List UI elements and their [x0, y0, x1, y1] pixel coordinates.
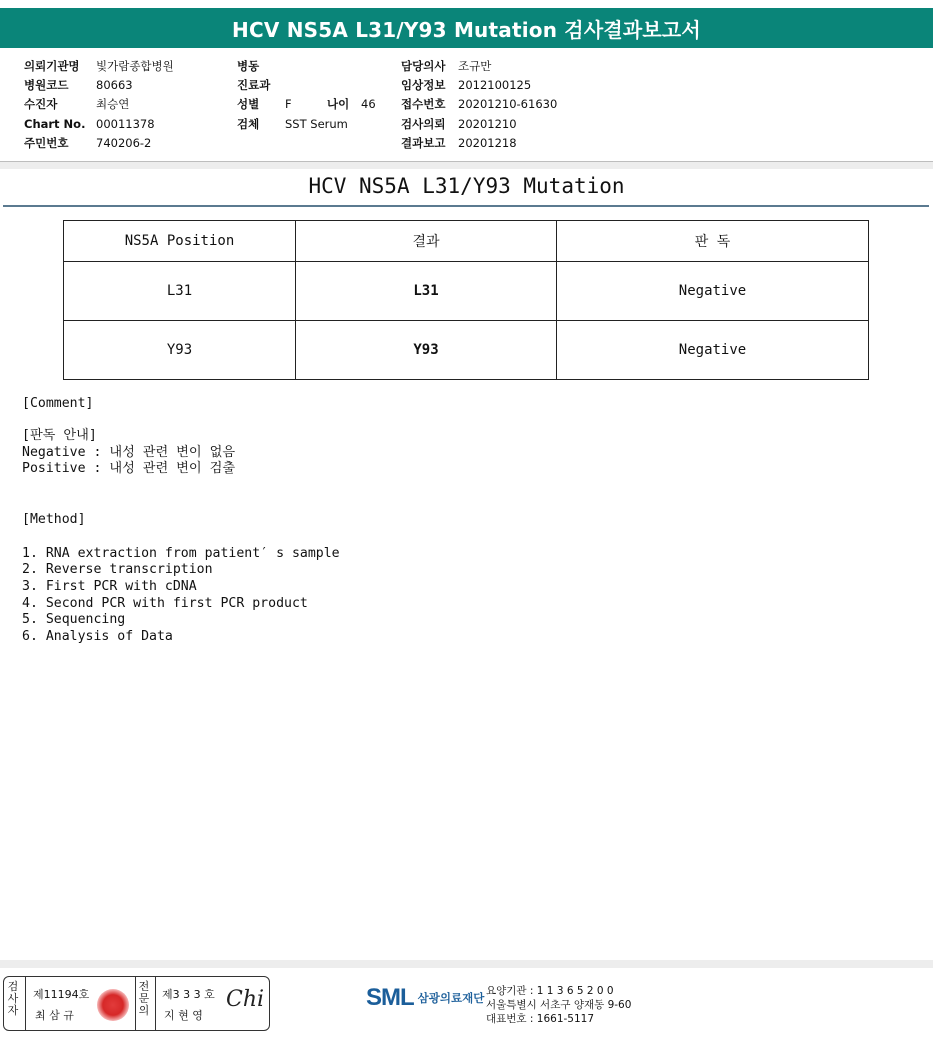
result-cell: Y93 [296, 321, 557, 380]
patient-info-col2 [237, 56, 376, 133]
info-value: 740206-2 [96, 135, 152, 150]
signature-image: Chi [226, 987, 265, 1012]
info-value: 00011378 [96, 116, 155, 131]
position-cell: L31 [64, 262, 296, 321]
info-label: 담당의사 [401, 58, 446, 73]
info-value: 빛가람종합병원 [96, 58, 174, 73]
table-row [64, 321, 869, 380]
test-title-underline [3, 205, 929, 207]
method-step: 6. Analysis of Data [22, 629, 173, 644]
inspector-label [7, 981, 21, 1017]
divider-line [135, 977, 136, 1030]
org-address: 서울특별시 서초구 양재동 9-60 [486, 999, 632, 1011]
info-label: 병원코드 [24, 77, 69, 92]
result-table [63, 220, 869, 380]
info-label: 의뢰기관명 [24, 58, 80, 73]
specialist-license: 제3 3 3 호 [162, 988, 215, 1001]
sml-logo-icon: SML [366, 984, 414, 1011]
interpretation-cell: Negative [557, 262, 869, 321]
info-value: 20201210 [458, 116, 517, 131]
sex-label: 성별 [237, 97, 260, 112]
info-value: 20201210-61630 [458, 97, 558, 112]
info-label: 접수번호 [401, 97, 446, 112]
patient-info-col1 [24, 56, 174, 152]
inspector-name: 최 삼 규 [35, 1009, 74, 1022]
method-step: 5. Sequencing [22, 612, 126, 627]
info-label: Chart No. [24, 116, 86, 131]
org-phone: 대표번호 : 1661-5117 [486, 1013, 595, 1025]
inspector-label-text: 검사자 [7, 980, 19, 1017]
report-title: HCV NS5A L31/Y93 Mutation 검사결과보고서 [232, 17, 701, 42]
patient-info-col3 [401, 56, 557, 152]
info-value: 80663 [96, 77, 133, 92]
method-step: 1. RNA extraction from patient′ s sample [22, 546, 340, 561]
inspector-license: 제11194호 [33, 988, 90, 1001]
info-label: 임상정보 [401, 77, 446, 92]
age-value: 46 [361, 97, 376, 112]
method-step: 4. Second PCR with first PCR product [22, 596, 308, 611]
info-label: 주민번호 [24, 135, 69, 150]
test-title: HCV NS5A L31/Y93 Mutation [308, 174, 625, 198]
age-label: 나이 [327, 97, 350, 112]
info-label: 검사의뢰 [401, 116, 446, 131]
specialist-name: 지 현 영 [164, 1009, 203, 1022]
patient-info [0, 56, 933, 156]
position-cell: Y93 [64, 321, 296, 380]
table-header-row [64, 221, 869, 262]
method-step: 2. Reverse transcription [22, 562, 213, 577]
report-title-bar [0, 8, 933, 48]
org-code: 요양기관 : 1 1 3 6 5 2 0 0 [486, 985, 614, 997]
sex-value: F [285, 97, 292, 112]
info-label: 수진자 [24, 97, 58, 112]
info-value: 20201218 [458, 135, 517, 150]
info-value: 최승연 [96, 97, 130, 112]
info-value: 조규만 [458, 58, 492, 73]
signature-box [3, 976, 270, 1031]
footer-band [0, 960, 933, 968]
guide-line-negative: Negative : 내성 관련 변이 없음 [22, 445, 236, 460]
info-value: 2012100125 [458, 77, 532, 92]
specimen-label: 검체 [237, 116, 260, 131]
guide-heading: [판독 안내] [22, 428, 97, 443]
dept-label: 진료과 [237, 77, 271, 92]
divider-line [25, 977, 26, 1030]
table-header: 판 독 [557, 221, 869, 262]
comment-heading: [Comment] [22, 396, 94, 411]
org-logo [366, 984, 484, 1012]
lab-info [486, 984, 631, 1026]
specialist-label [138, 981, 152, 1017]
method-heading: [Method] [22, 512, 86, 527]
table-header: 결과 [296, 221, 557, 262]
table-header: NS5A Position [64, 221, 296, 262]
info-label: 결과보고 [401, 135, 446, 150]
table-row [64, 262, 869, 321]
seal-icon [97, 989, 129, 1021]
divider-line [155, 977, 156, 1030]
guide-line-positive: Positive : 내성 관련 변이 검출 [22, 461, 236, 476]
org-name: 삼광의료재단 [417, 991, 485, 1005]
interpretation-cell: Negative [557, 321, 869, 380]
header-band [0, 162, 933, 169]
result-cell: L31 [296, 262, 557, 321]
ward-label: 병동 [237, 58, 260, 73]
method-step: 3. First PCR with cDNA [22, 579, 197, 594]
specimen-value: SST Serum [285, 116, 348, 131]
specialist-label-text: 전문의 [138, 980, 150, 1017]
